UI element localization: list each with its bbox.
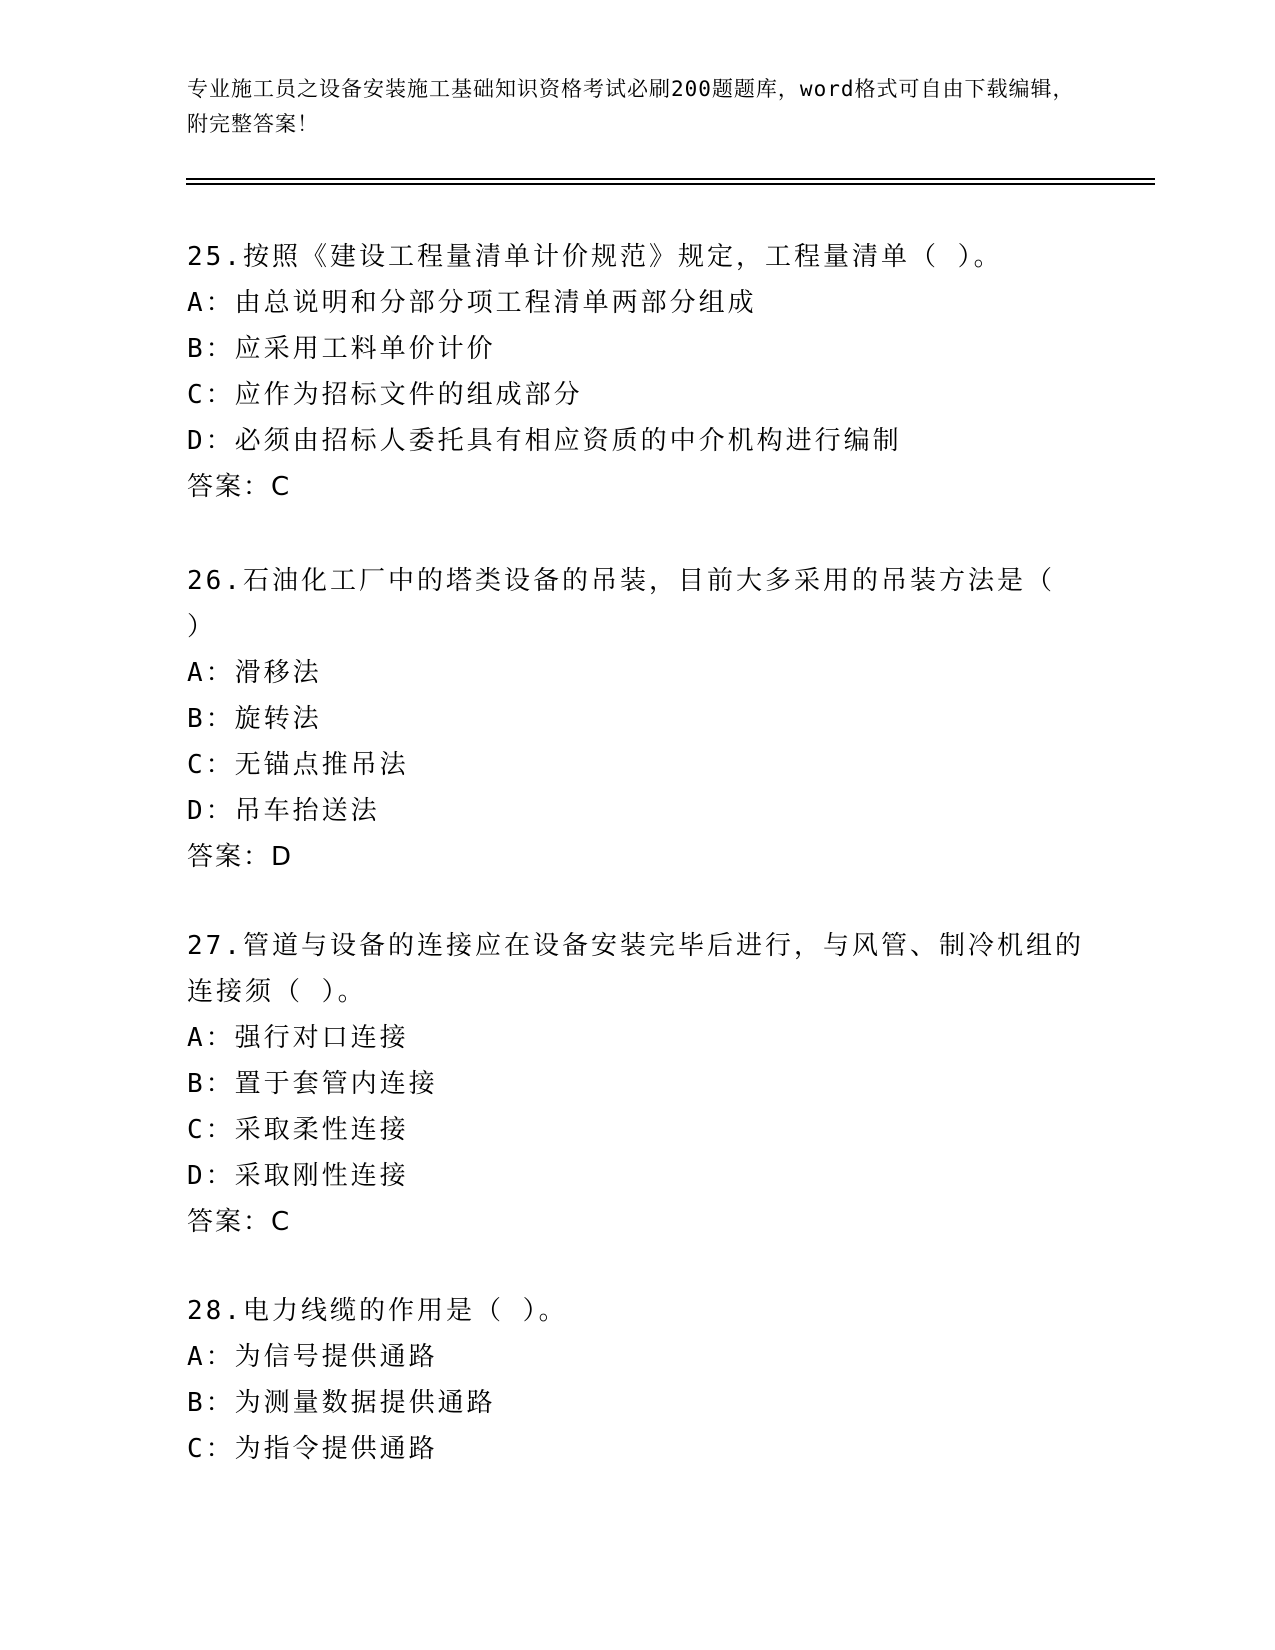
option-c: C：无锚点推吊法 (187, 750, 409, 780)
option-c: C：应作为招标文件的组成部分 (187, 380, 583, 410)
question-26 (187, 558, 1087, 880)
option-d: D：吊车抬送法 (187, 796, 380, 826)
option-b: B：置于套管内连接 (187, 1069, 438, 1099)
option-d: D：采取刚性连接 (187, 1161, 409, 1191)
option-d: D：必须由招标人委托具有相应资质的中介机构进行编制 (187, 426, 902, 456)
option-c: C：为指令提供通路 (187, 1434, 438, 1464)
option-b: B：为测量数据提供通路 (187, 1388, 496, 1418)
answer-line: 答案：D (187, 842, 294, 872)
option-a: A：由总说明和分部分项工程清单两部分组成 (187, 288, 757, 318)
option-b: B：应采用工料单价计价 (187, 334, 496, 364)
answer-line: 答案：C (187, 1207, 292, 1237)
option-a: A：滑移法 (187, 658, 322, 688)
header-divider-top (186, 178, 1155, 180)
header-divider-bottom (186, 183, 1155, 185)
question-27 (187, 923, 1087, 1245)
question-stem: 25.按照《建设工程量清单计价规范》规定，工程量清单（ ）。 (187, 242, 1003, 272)
option-a: A：为信号提供通路 (187, 1342, 438, 1372)
document-header-title: 专业施工员之设备安装施工基础知识资格考试必刷200题题库，word格式可自由下载编辑，附完整答案！ (187, 77, 1075, 136)
question-stem: 28.电力线缆的作用是（ ）。 (187, 1296, 568, 1326)
question-28 (187, 1288, 1087, 1472)
option-c: C：采取柔性连接 (187, 1115, 409, 1145)
answer-line: 答案：C (187, 472, 292, 502)
question-stem: 27.管道与设备的连接应在设备安装完毕后进行，与风管、制冷机组的连接须（ ）。 (187, 931, 1084, 1007)
question-25 (187, 234, 1087, 510)
option-a: A：强行对口连接 (187, 1023, 409, 1053)
option-b: B：旋转法 (187, 704, 322, 734)
question-stem: 26.石油化工厂中的塔类设备的吊装，目前大多采用的吊装方法是（ ） (187, 566, 1055, 642)
